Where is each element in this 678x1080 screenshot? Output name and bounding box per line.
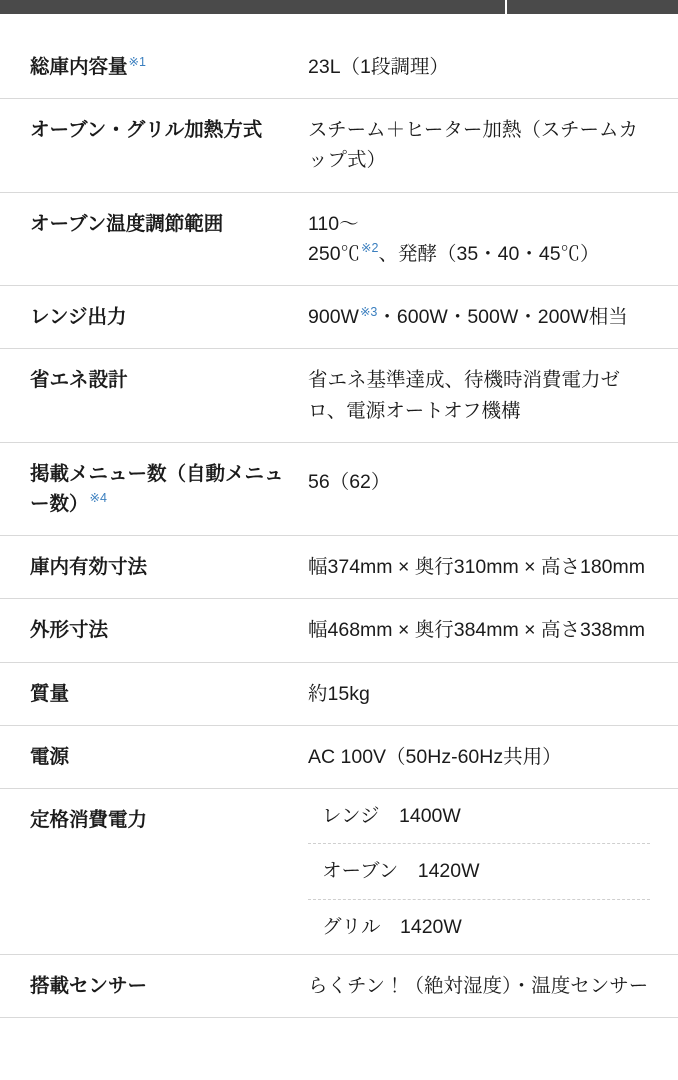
spec-value: スチーム＋ヒーター加熱（スチームカップ式）	[308, 119, 638, 172]
spec-value: 56（62）	[308, 470, 391, 493]
sub-value-item: グリル 1420W	[322, 915, 462, 938]
table-row	[0, 442, 678, 535]
table-row	[0, 36, 678, 99]
table-row	[0, 789, 678, 955]
status-bar	[0, 0, 678, 14]
footnote-marker: ※3	[359, 304, 378, 319]
spec-label-text: 外形寸法	[30, 619, 109, 642]
spec-label-text: 総庫内容量	[30, 56, 128, 78]
spec-label-text: レンジ出力	[30, 306, 127, 329]
table-row	[0, 286, 678, 349]
specification-table	[0, 36, 678, 1018]
spec-label-text: 定格消費電力	[30, 809, 148, 832]
spec-label	[0, 349, 308, 442]
table-row	[0, 192, 678, 285]
sub-value-item: レンジ 1400W	[308, 799, 650, 844]
spec-value	[308, 192, 678, 285]
spec-label-text: 庫内有効寸法	[30, 556, 148, 579]
spec-value: 23L（1段調理）	[308, 56, 449, 78]
status-bar-indicator	[505, 0, 507, 14]
sub-value-item: オーブン 1420W	[308, 844, 650, 899]
spec-label-text: 省エネ設計	[30, 369, 128, 392]
spec-label-text: 電源	[30, 745, 70, 768]
spec-label	[0, 99, 308, 192]
spec-value: 約15kg	[308, 682, 370, 705]
spec-label	[0, 954, 308, 1017]
spec-label	[0, 662, 308, 725]
footnote-marker: ※4	[89, 491, 107, 506]
spec-value-group	[308, 789, 678, 955]
table-row	[0, 599, 678, 662]
table-row	[0, 536, 678, 599]
footnote-marker: ※1	[128, 54, 146, 69]
spec-label	[0, 192, 308, 285]
spec-label-text: オーブン・グリル加熱方式	[30, 119, 263, 142]
spec-label	[0, 286, 308, 349]
spec-value: 省エネ基準達成、待機時消費電力ゼロ、電源オートオフ機構	[308, 369, 621, 422]
spec-label	[0, 789, 308, 955]
table-row	[0, 662, 678, 725]
footnote-marker: ※2	[361, 241, 379, 256]
spec-label-text: オーブン温度調節範囲	[30, 212, 224, 235]
table-row	[0, 99, 678, 192]
spec-value: 幅374mm × 奥行310mm × 高さ180mm	[308, 556, 646, 579]
spec-value: AC 100V（50Hz-60Hz共用）	[308, 745, 562, 768]
spec-label-text: 質量	[30, 682, 70, 705]
spec-label	[0, 36, 308, 99]
spec-label	[0, 442, 308, 535]
spec-value-pre: 900W	[308, 306, 359, 329]
spec-value: らくチン！（絶対湿度）・温度センサー	[308, 974, 649, 997]
spec-value-post: ・600W・500W・200W相当	[377, 306, 628, 329]
spec-label-text: 搭載センサー	[30, 974, 148, 997]
spec-label	[0, 725, 308, 788]
sub-value-list	[308, 799, 650, 944]
table-row	[0, 954, 678, 1017]
spec-label	[0, 536, 308, 599]
spec-value-post: 、発酵（35・40・45℃）	[378, 242, 600, 265]
spec-value-pre: 110〜250℃	[308, 212, 361, 265]
spec-label-text: 掲載メニュー数（自動メニュー数）	[30, 462, 284, 515]
spec-value	[308, 286, 678, 349]
spec-label	[0, 599, 308, 662]
table-row	[0, 725, 678, 788]
table-row	[0, 349, 678, 442]
spec-value: 幅468mm × 奥行384mm × 高さ338mm	[308, 619, 646, 642]
